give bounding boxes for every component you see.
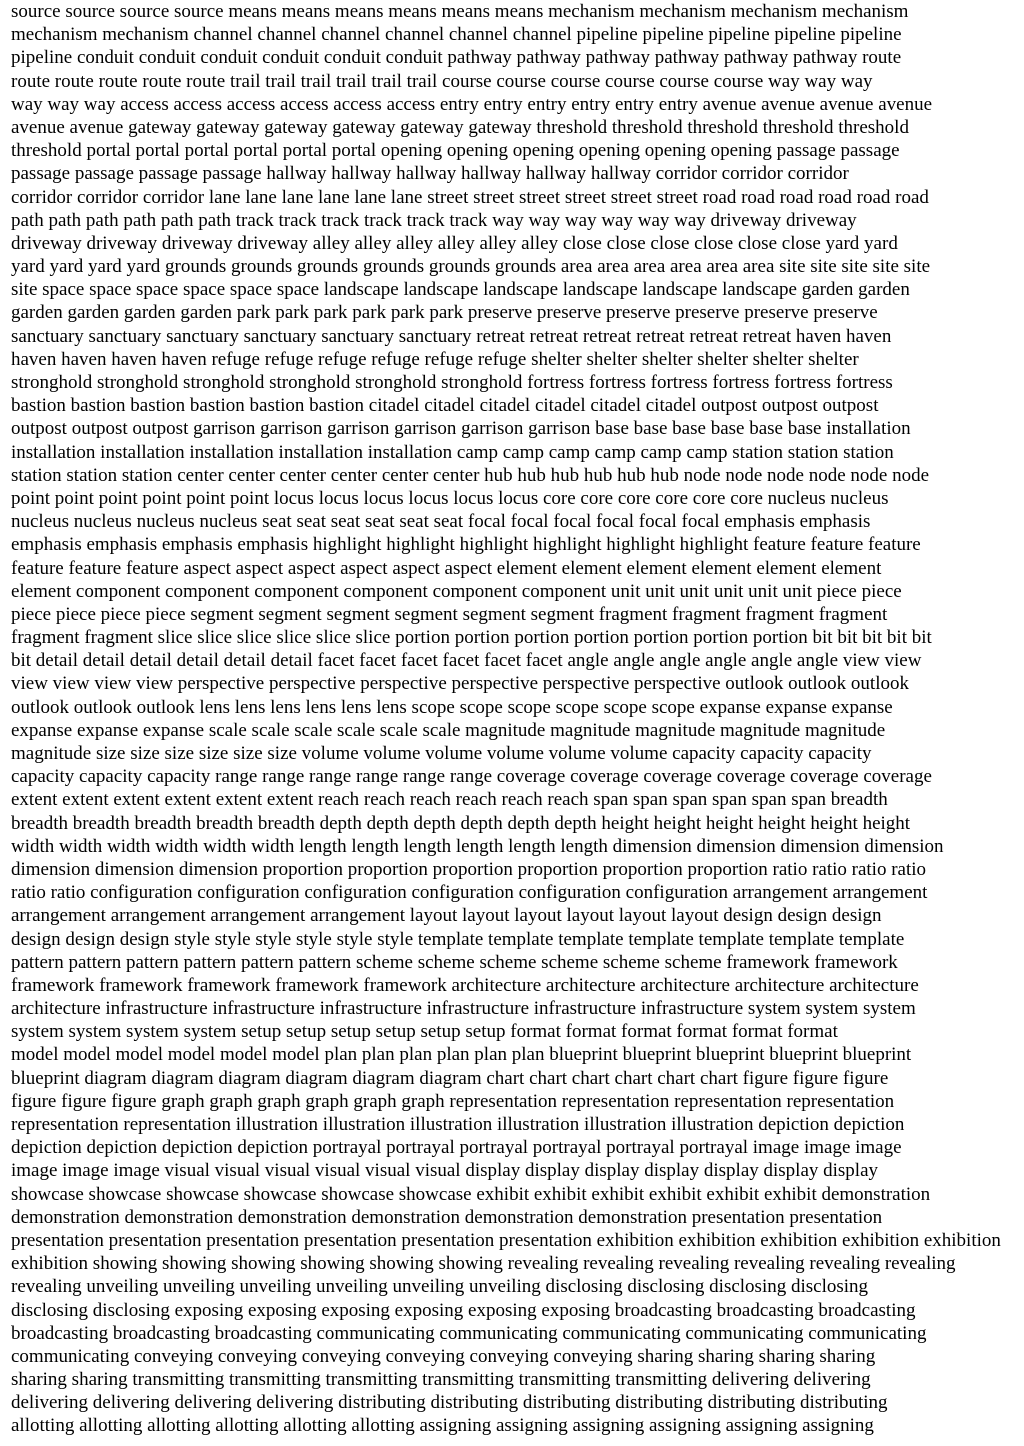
- text-line: framework framework framework framework framework architecture architecture architecture architecture architecture: [11, 974, 919, 996]
- text-line: showcase showcase showcase showcase showcase showcase exhibit exhibit exhibit exhibit exhibit exhibit demonstration: [11, 1183, 931, 1205]
- text-line: bastion bastion bastion bastion bastion bastion citadel citadel citadel citadel citadel citadel outpost outpost outpost: [11, 395, 879, 417]
- text-line: disclosing disclosing exposing exposing exposing exposing exposing exposing broadcasting broadcasting broadcasting: [11, 1299, 916, 1321]
- text-line: element component component component component component component unit unit unit unit unit unit piece piece: [11, 580, 902, 602]
- text-line: route route route route route trail trail trail trail trail trail course course course course course course way way way: [11, 70, 873, 92]
- text-line: threshold portal portal portal portal portal portal opening opening opening opening opening opening passage passage: [11, 140, 900, 162]
- text-line: demonstration demonstration demonstration demonstration demonstration demonstration presentation presentation: [11, 1206, 883, 1228]
- text-line: dimension dimension dimension proportion proportion proportion proportion proportion proportion ratio ratio ratio ratio: [11, 858, 927, 880]
- text-line: sanctuary sanctuary sanctuary sanctuary sanctuary sanctuary retreat retreat retreat retreat retreat retreat haven haven: [11, 325, 892, 347]
- text-line: feature feature feature aspect aspect aspect aspect aspect aspect element element element element element element: [11, 557, 882, 579]
- text-line: capacity capacity capacity range range range range range range coverage coverage coverage coverage coverage coverage: [11, 766, 932, 788]
- text-line: stronghold stronghold stronghold stronghold stronghold stronghold fortress fortress fortress fortress fortress fortress: [11, 372, 893, 393]
- text-line: corridor corridor corridor lane lane lane lane lane lane street street street street street street road road road road road road: [11, 186, 929, 208]
- text-line: outpost outpost outpost garrison garrison garrison garrison garrison garrison base base base base base base installation: [11, 418, 911, 440]
- text-line: installation installation installation installation installation camp camp camp camp camp camp station station station: [11, 441, 894, 463]
- text-line: magnitude size size size size size size volume volume volume volume volume volume capacity capacity capacity: [11, 743, 872, 764]
- text-line: view view view view perspective perspective perspective perspective perspective perspective outlook outlook outlook: [11, 673, 909, 695]
- text-line: avenue avenue gateway gateway gateway gateway gateway gateway threshold threshold threshold threshold threshold: [11, 116, 909, 138]
- text-line: ratio ratio configuration configuration configuration configuration configuration configuration arrangement arrangement: [11, 882, 928, 904]
- document-page: [11, 0, 1017, 1446]
- text-line: pattern pattern pattern pattern pattern pattern scheme scheme scheme scheme scheme scheme framework framework: [11, 951, 898, 973]
- text-line: communicating conveying conveying conveying conveying conveying conveying sharing sharing sharing sharing: [11, 1345, 876, 1367]
- text-line: expanse expanse expanse scale scale scale scale scale scale magnitude magnitude magnitude magnitude magnitude: [11, 719, 886, 741]
- text-line: fragment fragment slice slice slice slice slice slice portion portion portion portion portion portion portion bit bit bit bit bit: [11, 627, 932, 649]
- text-line: haven haven haven haven refuge refuge refuge refuge refuge refuge shelter shelter shelter shelter shelter shelter: [11, 348, 859, 370]
- text-line: presentation presentation presentation presentation presentation presentation exhibition exhibition exhibition exhibition exhibition: [11, 1229, 1001, 1251]
- text-line: site space space space space space space landscape landscape landscape landscape landscape landscape garden garden: [11, 279, 910, 301]
- text-line: extent extent extent extent extent extent reach reach reach reach reach reach span span span span span span breadth: [11, 789, 888, 811]
- text-line: yard yard yard yard grounds grounds grounds grounds grounds grounds area area area area area area site site site site site: [11, 256, 931, 278]
- text-line: point point point point point point locus locus locus locus locus locus core core core core core core nucleus nucleus: [11, 487, 889, 509]
- text-line: station station station center center center center center center hub hub hub hub hub hub node node node node node node: [11, 464, 930, 486]
- text-line: blueprint diagram diagram diagram diagram diagram diagram chart chart chart chart chart chart figure figure figure: [11, 1067, 889, 1089]
- text-line: design design design style style style style style style template template template template template template template: [11, 928, 905, 950]
- text-line: nucleus nucleus nucleus nucleus seat seat seat seat seat seat focal focal focal focal focal focal emphasis emphasis: [11, 511, 871, 533]
- text-line: delivering delivering delivering delivering distributing distributing distributing distributing distributing distributing: [11, 1392, 888, 1414]
- text-line: bit detail detail detail detail detail detail facet facet facet facet facet facet angle angle angle angle angle angle view view: [11, 650, 922, 672]
- text-line: way way way access access access access access access entry entry entry entry entry entry avenue avenue avenue avenue: [11, 93, 933, 115]
- text-line: exhibition showing showing showing showing showing showing revealing revealing revealing revealing revealing revealing: [11, 1253, 956, 1275]
- text-line: broadcasting broadcasting broadcasting communicating communicating communicating communicating communicating: [11, 1322, 927, 1344]
- text-line: allotting allotting allotting allotting allotting allotting assigning assigning assigning assigning assigning assigning: [11, 1415, 874, 1437]
- text-line: outlook outlook outlook lens lens lens lens lens lens scope scope scope scope scope scope expanse expanse expanse: [11, 696, 893, 718]
- text-line: emphasis emphasis emphasis emphasis highlight highlight highlight highlight highlight highlight feature feature feature: [11, 534, 921, 556]
- text-line: driveway driveway driveway driveway alley alley alley alley alley alley close close close close close close yard yard: [11, 232, 898, 254]
- text-line: representation representation illustration illustration illustration illustration illustration illustration depiction depiction: [11, 1114, 905, 1135]
- text-line: piece piece piece piece segment segment segment segment segment segment fragment fragment fragment fragment: [11, 603, 888, 625]
- text-line: architecture infrastructure infrastructure infrastructure infrastructure infrastructure infrastructure system system system: [11, 998, 916, 1020]
- text-line: source source source source means means means means means means mechanism mechanism mechanism mechanism: [11, 1, 909, 22]
- text-line: arrangement arrangement arrangement arrangement layout layout layout layout layout layout design design design: [11, 905, 882, 927]
- text-line: breadth breadth breadth breadth breadth depth depth depth depth depth depth height height height height height height: [11, 812, 911, 834]
- text-line: model model model model model model plan plan plan plan plan plan blueprint blueprint blueprint blueprint blueprint: [11, 1044, 912, 1066]
- text-line: pipeline conduit conduit conduit conduit conduit conduit pathway pathway pathway pathway pathway pathway route: [11, 47, 902, 69]
- text-line: image image image visual visual visual visual visual visual display display display display display display display: [11, 1160, 879, 1182]
- text-line: garden garden garden garden park park park park park park preserve preserve preserve preserve preserve preserve: [11, 302, 878, 324]
- text-line: mechanism mechanism channel channel channel channel channel channel pipeline pipeline pipeline pipeline pipeline: [11, 24, 902, 46]
- text-line: width width width width width width length length length length length length dimension dimension dimension dimension: [11, 835, 944, 857]
- text-line: path path path path path path track track track track track track way way way way way way driveway driveway: [11, 209, 857, 231]
- text-line: figure figure figure graph graph graph graph graph graph representation representation representation representation: [11, 1090, 895, 1112]
- text-line: passage passage passage passage hallway hallway hallway hallway hallway hallway corridor corridor corridor: [11, 163, 849, 185]
- text-line: sharing sharing transmitting transmitting transmitting transmitting transmitting transmitting delivering delivering: [11, 1369, 871, 1391]
- text-line: system system system system setup setup setup setup setup setup format format format format format format: [11, 1021, 838, 1043]
- text-line: revealing unveiling unveiling unveiling unveiling unveiling unveiling disclosing disclosing disclosing disclosing: [11, 1276, 869, 1298]
- text-line: depiction depiction depiction depiction portrayal portrayal portrayal portrayal portrayal portrayal image image image: [11, 1137, 902, 1159]
